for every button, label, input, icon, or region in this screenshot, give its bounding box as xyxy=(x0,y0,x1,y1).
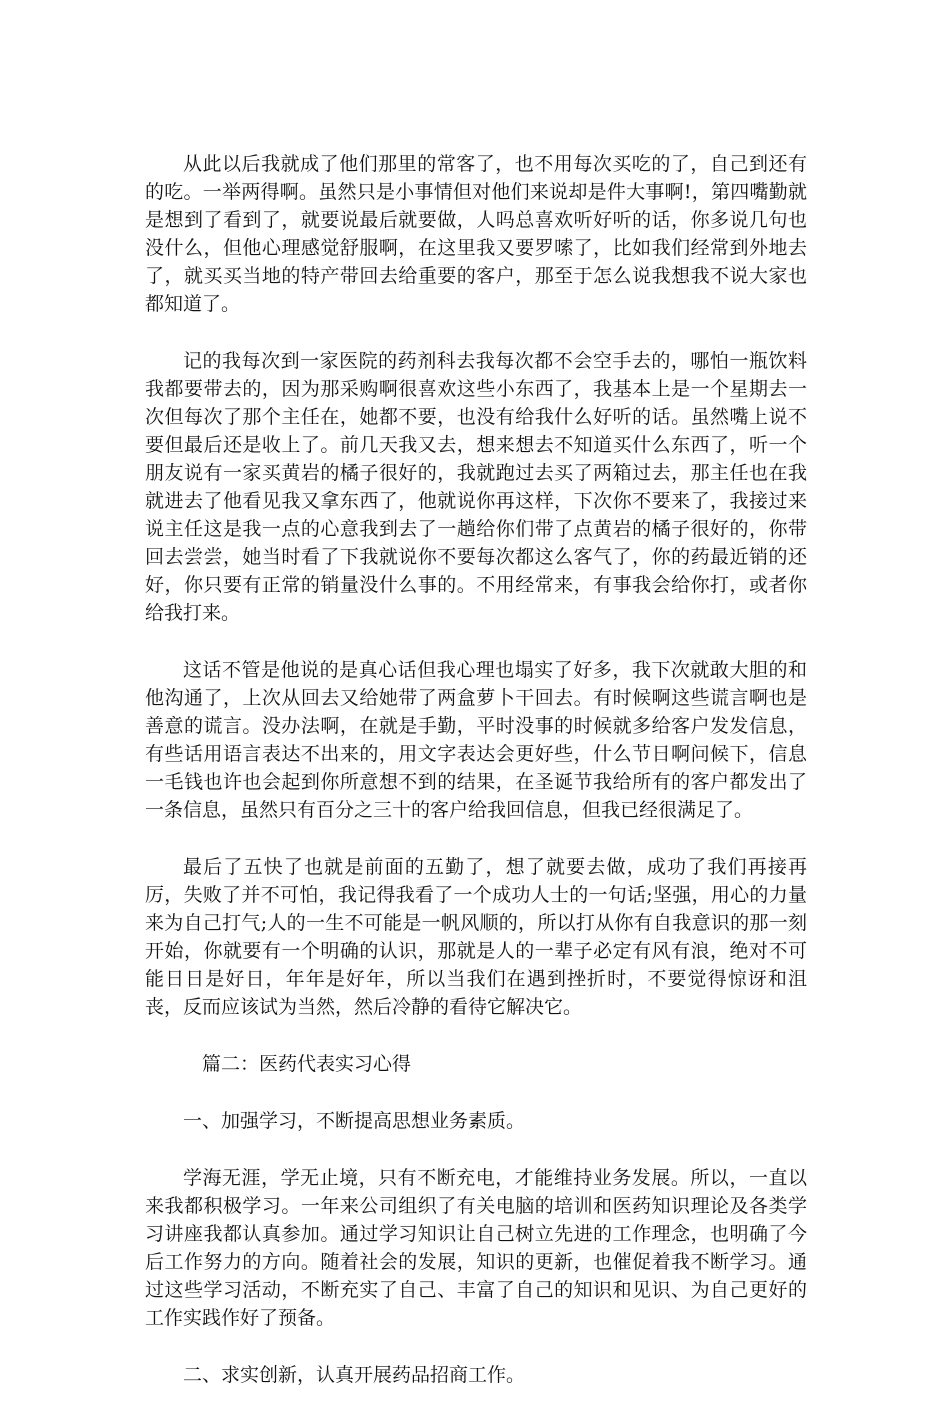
body-paragraph-4: 最后了五快了也就是前面的五勤了，想了就要去做，成功了我们再接再厉，失败了并不可怕，我记得我看了一个成功人士的一句话;坚强，用心的力量来为自己打气;人的一生不可能是一帆风顺的，所以打从你有自我意识的那一刻开始，你就要有一个明确的认识，那就是人的一辈子必定有风有浪，绝对不可能日日是好日，年年是好年，所以当我们在遇到挫折时，不要觉得惊讶和沮丧，反而应该试为当然，然后冷静的看待它解决它。 xyxy=(145,856,807,1018)
body-paragraph-1: 从此以后我就成了他们那里的常客了，也不用每次买吃的了，自己到还有的吃。一举两得啊。虽然只是小事情但对他们来说却是件大事啊!，第四嘴勤就是想到了看到了，就要说最后就要做，人吗总喜欢听好听的话，你多说几句也没什么，但他心理感觉舒服啊，在这里我又要罗嗦了，比如我们经常到外地去了，就买买当地的特产带回去给重要的客户，那至于怎么说我想我不说大家也都知道了。 xyxy=(145,153,807,315)
document-body xyxy=(145,150,807,1418)
section-heading-2: 二、求实创新，认真开展药品招商工作。 xyxy=(183,1364,526,1386)
body-paragraph-2: 记的我每次到一家医院的药剂科去我每次都不会空手去的，哪怕一瓶饮料我都要带去的，因为那采购啊很喜欢这些小东西了，我基本上是一个星期去一次但每次了那个主任在，她都不要，也没有给我什么好听的话。虽然嘴上说不要但最后还是收上了。前几天我又去，想来想去不知道买什么东西了，听一个朋友说有一家买黄岩的橘子很好的，我就跑过去买了两箱过去，那主任也在我就进去了他看见我又拿东西了，他就说你再这样，下次你不要来了，我接过来说主任这是我一点的心意我到去了一趟给你们带了点黄岩的橘子很好的，你带回去尝尝，她当时看了下我就说你不要每次都这么客气了，你的药最近销的还好，你只要有正常的销量没什么事的。不用经常来，有事我会给你打，或者你给我打来。 xyxy=(145,350,807,624)
body-paragraph-5: 学海无涯，学无止境，只有不断充电，才能维持业务发展。所以，一直以来我都积极学习。一年来公司组织了有关电脑的培训和医药知识理论及各类学习讲座我都认真参加。通过学习知识让自己树立先进的工作理念，也明确了今后工作努力的方向。随着社会的发展，知识的更新，也催促着我不断学习。通过这些学习活动，不断充实了自己、丰富了自己的知识和见识、为自己更好的工作实践作好了预备。 xyxy=(145,1167,807,1329)
section-heading-1: 一、加强学习，不断提高思想业务素质。 xyxy=(183,1110,526,1132)
section-title: 篇二：医药代表实习心得 xyxy=(202,1053,412,1075)
body-paragraph-3: 这话不管是他说的是真心话但我心理也塌实了好多，我下次就敢大胆的和他沟通了，上次从回去又给她带了两盒萝卜干回去。有时候啊这些谎言啊也是善意的谎言。没办法啊，在就是手勤，平时没事的时候就多给客户发发信息，有些话用语言表达不出来的，用文字表达会更好些，什么节日啊问候下，信息一毛钱也许也会起到你所意想不到的结果，在圣诞节我给所有的客户都发出了一条信息，虽然只有百分之三十的客户给我回信息，但我已经很满足了。 xyxy=(145,659,807,821)
